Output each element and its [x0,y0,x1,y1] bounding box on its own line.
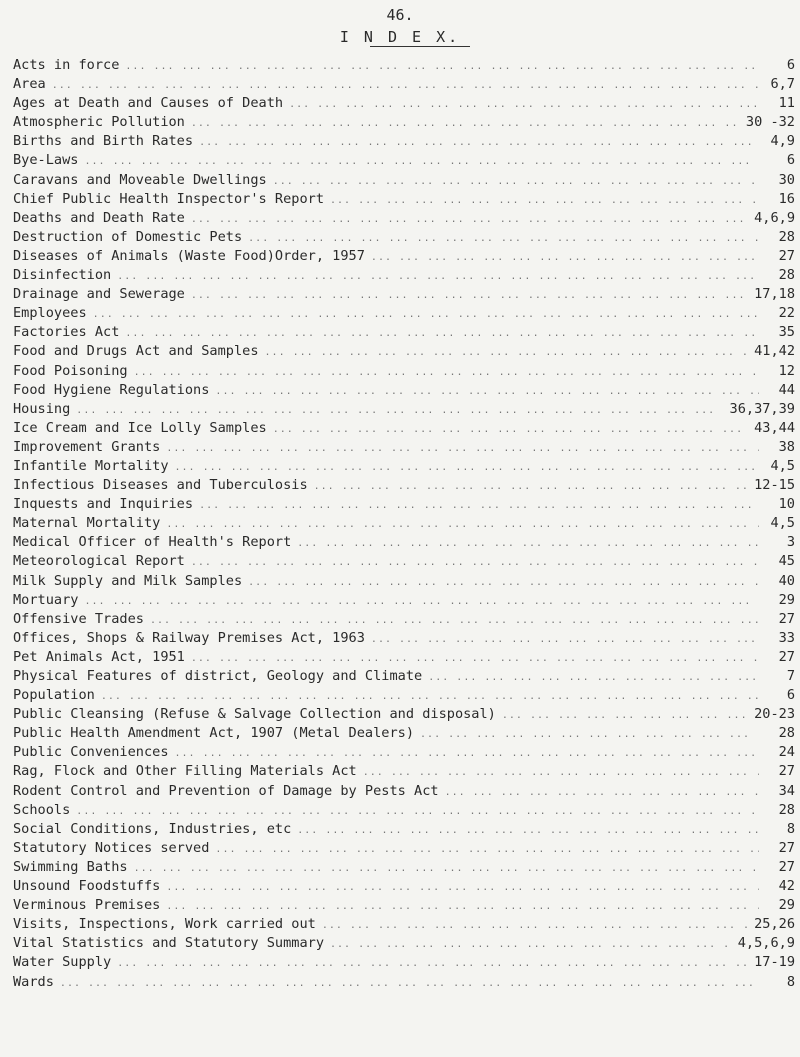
entry-label: Caravans and Moveable Dwellings [13,171,267,188]
dot-leader [265,343,749,362]
dot-leader [502,706,748,725]
entry-label: Factories Act [13,324,120,341]
index-entry [13,572,795,591]
entry-pages: 27 [778,763,795,780]
entry-label: Maternal Mortality [13,515,161,532]
index-entry [13,247,795,266]
entry-label: Diseases of Animals (Waste Food)Order, 1957 [13,247,365,264]
index-entry [13,724,795,743]
dot-leader [297,534,759,553]
index-entry [13,743,795,762]
entry-label: Offices, Shops & Railway Premises Act, 1963 [13,629,365,646]
entry-pages: 27 [778,648,795,665]
entry-pages: 27 [778,858,795,875]
index-entry [13,667,795,686]
entry-label: Food and Drugs Act and Samples [13,343,259,360]
dot-leader [191,553,759,572]
index-entry [13,342,795,361]
entry-label: Acts in force [13,57,120,73]
entry-label: Births and Birth Rates [13,133,194,150]
entry-pages: 10 [778,496,795,513]
dot-leader [125,324,759,343]
entry-pages: 17,18 [754,286,795,303]
entry-pages: 8 [786,973,795,990]
entry-label: Schools [13,801,71,818]
index-entry [13,762,795,781]
dot-leader [330,191,759,210]
entry-label: Verminous Premises [13,897,161,914]
entry-pages: 29 [778,591,795,608]
dot-leader [191,114,740,133]
entry-pages: 28 [778,801,795,818]
dot-leader [84,152,759,171]
entry-label: Infectious Diseases and Tuberculosis [13,477,308,494]
title-underline [370,46,470,47]
index-entry [13,514,795,533]
entry-label: Area [13,76,46,93]
entry-label: Meteorological Report [13,553,185,570]
dot-leader [371,630,759,649]
dot-leader [191,210,748,229]
entry-pages: 8 [786,820,795,837]
entry-pages: 12 [778,362,795,379]
index-entry [13,591,795,610]
dot-leader [297,821,759,840]
index-entry [13,839,795,858]
dot-leader [371,248,759,267]
index-entry [13,190,795,209]
dot-leader [166,515,759,534]
index-entry [13,973,795,992]
index-list [13,56,795,992]
entry-pages: 27 [778,839,795,856]
index-entry [13,476,795,495]
entry-label: Physical Features of district, Geology and Climate [13,668,423,684]
entry-pages: 42 [778,878,795,895]
index-entry [13,495,795,514]
entry-pages: 44 [778,381,795,398]
index-entry [13,209,795,228]
entry-pages: 12-15 [754,477,795,494]
dot-leader [289,95,759,114]
dot-leader [166,897,759,916]
dot-leader [191,286,748,305]
dot-leader [248,573,759,592]
index-entry [13,686,795,705]
dot-leader [175,744,760,763]
dot-leader [76,401,723,420]
entry-label: Wards [13,973,54,990]
index-entry [13,381,795,400]
entry-label: Pet Animals Act, 1951 [13,648,185,665]
entry-label: Water Supply [13,954,112,971]
index-entry [13,113,795,132]
entry-pages: 22 [778,305,795,322]
entry-label: Swimming Baths [13,858,128,875]
entry-label: Ice Cream and Ice Lolly Samples [13,419,267,436]
dot-leader [363,763,759,782]
dot-leader [199,496,759,515]
dot-leader [175,458,760,477]
index-entry [13,304,795,323]
dot-leader [199,133,759,152]
entry-pages: 40 [778,572,795,589]
index-entry [13,552,795,571]
index-entry [13,94,795,113]
entry-pages: 4,5 [770,515,795,532]
dot-leader [428,668,759,687]
dot-leader [134,859,759,878]
entry-pages: 30 -32 [745,114,795,131]
entry-pages: 45 [778,553,795,570]
index-entry [13,934,795,953]
entry-label: Rag, Flock and Other Filling Materials Act [13,763,357,780]
entry-pages: 36,37,39 [729,400,795,417]
entry-pages: 25,26 [754,916,795,933]
entry-pages: 7 [786,668,795,684]
dot-leader [273,172,759,191]
entry-pages: 30 [778,171,795,188]
entry-pages: 35 [778,324,795,341]
entry-label: Housing [13,400,71,417]
entry-pages: 20-23 [754,706,795,723]
index-entry [13,362,795,381]
entry-label: Infantile Mortality [13,457,169,474]
dot-leader [76,802,759,821]
entry-label: Inquests and Inquiries [13,496,194,513]
dot-leader [117,267,759,286]
entry-label: Medical Officer of Health's Report [13,534,292,551]
index-entry [13,648,795,667]
index-entry [13,171,795,190]
index-entry [13,629,795,648]
dot-leader [84,592,759,611]
dot-leader [322,916,748,935]
dot-leader [215,840,759,859]
entry-label: Offensive Trades [13,610,144,627]
dot-leader [166,878,759,897]
entry-pages: 16 [778,190,795,207]
index-entry [13,400,795,419]
entry-label: Ages at Death and Causes of Death [13,95,284,112]
entry-label: Statutory Notices served [13,839,210,856]
entry-label: Visits, Inspections, Work carried out [13,916,316,933]
index-entry [13,75,795,94]
index-entry [13,782,795,801]
index-entry [13,915,795,934]
entry-pages: 34 [778,782,795,799]
entry-pages: 4,5,6,9 [737,935,795,952]
entry-pages: 29 [778,897,795,914]
entry-label: Social Conditions, Industries, etc [13,820,292,837]
index-entry [13,285,795,304]
index-entry [13,228,795,247]
entry-label: Destruction of Domestic Pets [13,228,243,245]
entry-label: Rodent Control and Prevention of Damage by Pests Act [13,782,439,799]
entry-pages: 4,9 [770,133,795,150]
dot-leader [117,954,748,973]
entry-label: Public Health Amendment Act, 1907 (Metal Dealers) [13,725,415,742]
index-entry [13,705,795,724]
dot-leader [166,439,759,458]
index-entry [13,56,795,75]
entry-pages: 27 [778,610,795,627]
dot-leader [314,477,748,496]
entry-label: Vital Statistics and Statutory Summary [13,935,324,952]
index-entry [13,323,795,342]
index-entry [13,896,795,915]
dot-leader [125,57,759,76]
index-entry [13,953,795,972]
entry-pages: 27 [778,247,795,264]
dot-leader [150,611,759,630]
dot-leader [93,305,759,324]
entry-label: Chief Public Health Inspector's Report [13,190,324,207]
entry-pages: 11 [778,95,795,112]
entry-label: Unsound Foodstuffs [13,878,161,895]
entry-pages: 3 [786,534,795,551]
index-title: I N D E X. [339,28,461,46]
entry-label: Disinfection [13,267,112,284]
entry-label: Mortuary [13,591,79,608]
entry-pages: 28 [778,725,795,742]
dot-leader [420,725,759,744]
entry-pages: 17-19 [754,954,795,971]
entry-label: Bye-Laws [13,152,79,169]
entry-label: Population [13,687,95,704]
entry-pages: 6 [786,57,795,73]
index-entry [13,533,795,552]
dot-leader [52,76,759,95]
dot-leader [330,935,732,954]
entry-label: Improvement Grants [13,438,161,455]
dot-leader [273,420,748,439]
entry-pages: 6 [786,152,795,169]
index-entry [13,820,795,839]
entry-label: Public Conveniences [13,744,169,761]
entry-pages: 33 [778,629,795,646]
dot-leader [445,783,759,802]
index-entry [13,438,795,457]
index-entry [13,610,795,629]
index-entry [13,858,795,877]
index-entry [13,419,795,438]
entry-pages: 28 [778,267,795,284]
entry-pages: 41,42 [754,343,795,360]
dot-leader [134,363,759,382]
entry-pages: 4,6,9 [754,209,795,226]
entry-label: Food Hygiene Regulations [13,381,210,398]
entry-label: Public Cleansing (Refuse & Salvage Collection and disposal) [13,706,496,723]
entry-pages: 24 [778,744,795,761]
page-number: 46. [386,6,414,24]
entry-pages: 6 [786,687,795,704]
entry-pages: 4,5 [770,457,795,474]
index-entry [13,132,795,151]
entry-label: Drainage and Sewerage [13,286,185,303]
entry-pages: 28 [778,228,795,245]
dot-leader [191,649,759,668]
dot-leader [215,382,759,401]
entry-label: Employees [13,305,87,322]
entry-label: Food Poisoning [13,362,128,379]
index-entry [13,151,795,170]
dot-leader [60,974,759,993]
index-entry [13,266,795,285]
index-entry [13,801,795,820]
index-entry [13,877,795,896]
entry-label: Atmospheric Pollution [13,114,185,131]
entry-pages: 38 [778,438,795,455]
dot-leader [248,229,759,248]
index-entry [13,457,795,476]
entry-label: Milk Supply and Milk Samples [13,572,243,589]
entry-label: Deaths and Death Rate [13,209,185,226]
entry-pages: 6,7 [770,76,795,93]
dot-leader [101,687,759,706]
entry-pages: 43,44 [754,419,795,436]
